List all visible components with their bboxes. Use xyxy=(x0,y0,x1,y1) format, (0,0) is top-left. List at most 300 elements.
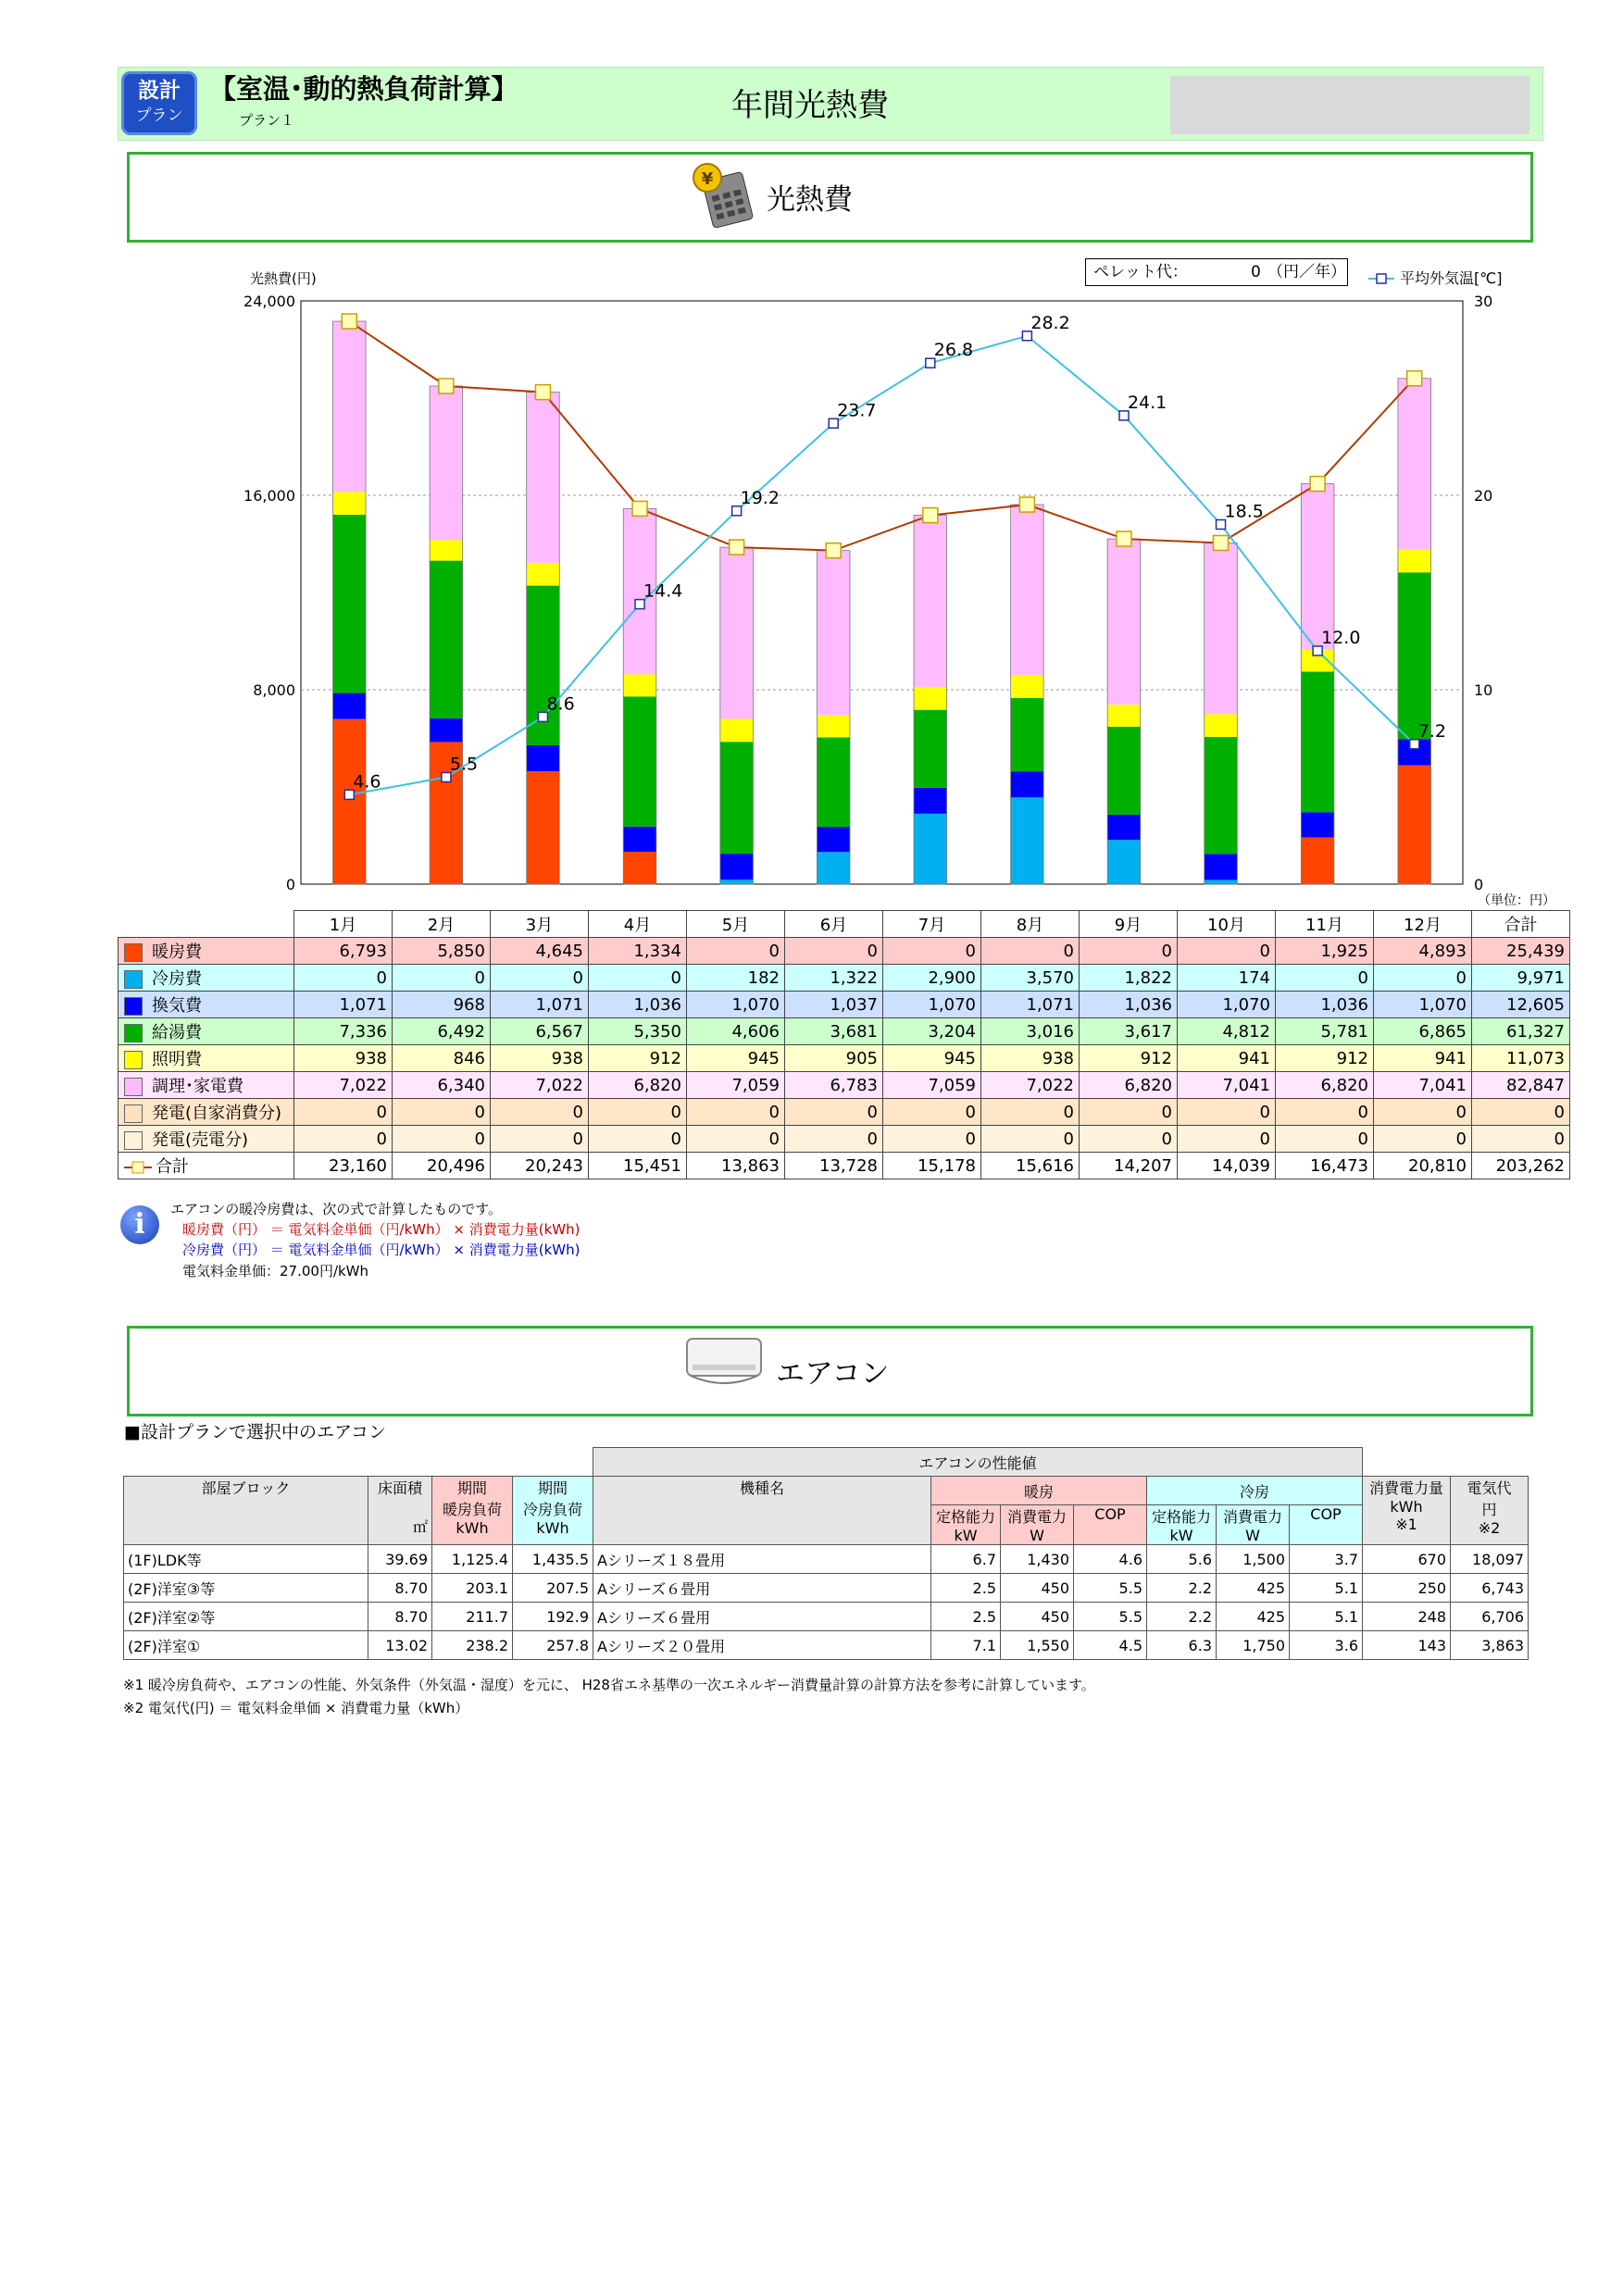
cost-cell: 20,243 xyxy=(491,1153,589,1179)
aircon-cell-cost: 6,706 xyxy=(1451,1603,1529,1631)
note-line1: エアコンの暖冷房費は、次の式で計算したものです。 xyxy=(170,1201,503,1217)
cost-cell: 0 xyxy=(1080,1099,1178,1126)
bar-segment xyxy=(333,693,367,719)
cost-cell: 846 xyxy=(393,1045,491,1072)
aircon-cell-cload: 192.9 xyxy=(513,1603,593,1631)
cost-cell: 1,071 xyxy=(491,992,589,1018)
aircon-row xyxy=(124,1545,1529,1574)
legend-swatch xyxy=(124,970,143,989)
aircon-cell-cpow: 425 xyxy=(1217,1603,1290,1631)
bar-segment xyxy=(914,710,947,788)
row-label-text: 発電(自家消費分) xyxy=(152,1104,282,1123)
y-tick-label: 24,000 xyxy=(243,293,295,310)
y-tick-label: 16,000 xyxy=(243,487,295,505)
col-heat-pow-unit: W xyxy=(1030,1527,1044,1544)
month-header: 7月 xyxy=(883,911,981,938)
row-label xyxy=(119,965,294,992)
aircon-cell-cpow: 425 xyxy=(1217,1574,1290,1603)
total-marker xyxy=(1117,531,1131,546)
temp-legend-label: 平均外気温[℃] xyxy=(1400,269,1503,287)
cost-cell: 6,340 xyxy=(393,1072,491,1099)
total-marker xyxy=(826,543,841,558)
aircon-cell-ccop: 5.1 xyxy=(1290,1574,1363,1603)
bar-segment xyxy=(720,880,754,884)
aircon-subtitle: ■設計プランで選択中のエアコン xyxy=(124,1422,387,1442)
cost-cell: 4,606 xyxy=(687,1018,785,1045)
col-heat-cop: COP xyxy=(1074,1505,1147,1545)
cost-cell: 5,350 xyxy=(589,1018,687,1045)
perf-header: エアコンの性能値 xyxy=(593,1448,1363,1477)
bar-segment xyxy=(1011,771,1044,797)
bar-segment xyxy=(430,540,463,560)
col-area-label: 床面積 xyxy=(377,1479,422,1497)
row-label-text: 換気費 xyxy=(152,996,202,1016)
bar-segment xyxy=(1398,550,1431,573)
col-area xyxy=(368,1477,432,1545)
cost-cell: 3,016 xyxy=(981,1018,1080,1045)
bar-segment xyxy=(1205,854,1238,880)
aircon-cell-energy: 143 xyxy=(1363,1631,1451,1660)
cost-cell: 6,820 xyxy=(589,1072,687,1099)
aircon-cell-hload: 211.7 xyxy=(432,1603,513,1631)
cost-cell: 0 xyxy=(491,965,589,992)
temp-data-label: 12.0 xyxy=(1321,628,1361,648)
col-cool-cap xyxy=(1147,1505,1217,1545)
cost-cell: 0 xyxy=(981,1126,1080,1153)
cost-cell: 3,681 xyxy=(785,1018,883,1045)
cost-cell: 0 xyxy=(1374,1126,1472,1153)
cost-cell: 7,041 xyxy=(1178,1072,1276,1099)
cost-cell: 938 xyxy=(491,1045,589,1072)
temp-data-label: 23.7 xyxy=(837,400,877,421)
aircon-cell-ccap: 2.2 xyxy=(1147,1574,1217,1603)
cost-cell: 0 xyxy=(1080,1126,1178,1153)
cost-cell: 4,812 xyxy=(1178,1018,1276,1045)
cost-cell: 1,036 xyxy=(1080,992,1178,1018)
bar-segment xyxy=(1107,539,1141,705)
note-line2: 暖房費（円） ＝ 電気料金単価（円/kWh） × 消費電力量(kWh) xyxy=(182,1221,581,1238)
cost-cell: 1,037 xyxy=(785,992,883,1018)
col-cool-pow-unit: W xyxy=(1245,1527,1260,1544)
cost-cell: 6,793 xyxy=(294,938,393,965)
aircon-cell-cload: 207.5 xyxy=(513,1574,593,1603)
aircon-cell-energy: 248 xyxy=(1363,1603,1451,1631)
cost-cell: 182 xyxy=(687,965,785,992)
y2-tick-label: 0 xyxy=(1474,876,1484,893)
total-marker xyxy=(1019,497,1034,512)
row-label xyxy=(119,992,294,1018)
bar-segment xyxy=(914,687,947,710)
temp-data-label: 8.6 xyxy=(546,693,575,715)
cost-cell: 1,334 xyxy=(589,938,687,965)
row-label xyxy=(119,1126,294,1153)
total-marker xyxy=(923,508,938,523)
cool-header: 冷房 xyxy=(1147,1477,1363,1505)
bar-segment xyxy=(1398,572,1431,739)
bar-segment xyxy=(527,393,560,563)
cost-cell: 1,071 xyxy=(981,992,1080,1018)
total-marker xyxy=(730,540,744,555)
col-heatload-unit: kWh xyxy=(456,1519,489,1537)
bar-segment xyxy=(720,742,754,854)
col-heat-pow xyxy=(1001,1505,1074,1545)
bar-segment xyxy=(333,321,367,492)
total-marker xyxy=(1310,477,1325,492)
bar-segment xyxy=(430,718,463,742)
legend-swatch xyxy=(124,997,143,1016)
cost-cell: 0 xyxy=(393,1099,491,1126)
col-energy-label: 消費電力量 kWh xyxy=(1368,1479,1443,1516)
cost-cell: 938 xyxy=(294,1045,393,1072)
cost-cell: 912 xyxy=(589,1045,687,1072)
bar-segment xyxy=(623,696,656,826)
aircon-cell-ccop: 5.1 xyxy=(1290,1603,1363,1631)
cost-cell: 912 xyxy=(1276,1045,1374,1072)
cost-cell: 16,473 xyxy=(1276,1153,1374,1179)
bar-segment xyxy=(333,719,367,884)
cost-cell: 0 xyxy=(589,1099,687,1126)
bar-segment xyxy=(1011,698,1044,771)
cost-cell: 1,036 xyxy=(1276,992,1374,1018)
aircon-cell-room: (2F)洋室③等 xyxy=(124,1574,368,1603)
total-marker xyxy=(1407,371,1422,386)
cost-cell: 0 xyxy=(883,938,981,965)
annual-cost-chart xyxy=(0,0,1623,917)
cost-cell: 5,781 xyxy=(1276,1018,1374,1045)
col-cool-pow-label: 消費電力 xyxy=(1222,1508,1282,1526)
aircon-cell-hcap: 2.5 xyxy=(931,1574,1001,1603)
row-label-text: 合計 xyxy=(156,1157,189,1177)
report-title: 【室温･動的熱負荷計算】 xyxy=(209,73,518,105)
aircon-row xyxy=(124,1631,1529,1660)
section-aircon-title: エアコン xyxy=(776,1357,890,1391)
cost-cell: 0 xyxy=(981,1099,1080,1126)
aircon-table xyxy=(123,1447,1529,1660)
bar-segment xyxy=(914,516,947,687)
unit-note: （単位：円） xyxy=(1478,893,1555,908)
month-header: 1月 xyxy=(294,911,393,938)
cost-cell: 15,616 xyxy=(981,1153,1080,1179)
info-icon: i xyxy=(120,1205,159,1244)
cost-cell: 1,070 xyxy=(883,992,981,1018)
col-cost-label: 電気代 円 xyxy=(1467,1479,1512,1518)
pellet-label: ペレット代： xyxy=(1093,263,1188,281)
cost-cell: 61,327 xyxy=(1472,1018,1570,1045)
aircon-cell-cost: 3,863 xyxy=(1451,1631,1529,1660)
bar-segment xyxy=(623,852,656,884)
bar-segment xyxy=(430,386,463,540)
cost-cell: 174 xyxy=(1178,965,1276,992)
aircon-cell-cost: 6,743 xyxy=(1451,1574,1529,1603)
cost-cell: 0 xyxy=(1472,1126,1570,1153)
col-heat-cap-unit: kW xyxy=(954,1527,978,1544)
y-axis-label: 光熱費(円) xyxy=(250,270,317,287)
bar-segment xyxy=(720,547,754,718)
cost-cell: 6,567 xyxy=(491,1018,589,1045)
cost-row xyxy=(119,1018,1570,1045)
cost-cell: 5,850 xyxy=(393,938,491,965)
temp-data-label: 24.1 xyxy=(1127,392,1167,413)
aircon-cell-ccap: 5.6 xyxy=(1147,1545,1217,1574)
aircon-cell-room: (2F)洋室① xyxy=(124,1631,368,1660)
col-model: 機種名 xyxy=(593,1477,931,1545)
total-marker xyxy=(535,385,550,400)
bar-segment xyxy=(1107,705,1141,727)
month-header: 10月 xyxy=(1178,911,1276,938)
cost-cell: 20,496 xyxy=(393,1153,491,1179)
legend-swatch xyxy=(124,1078,143,1096)
temp-data-label: 7.2 xyxy=(1417,720,1446,742)
bar-segment xyxy=(1398,379,1431,550)
cost-row xyxy=(119,1072,1570,1099)
total-marker xyxy=(1214,535,1229,550)
cost-cell: 3,204 xyxy=(883,1018,981,1045)
bar-segment xyxy=(333,492,367,515)
cost-cell: 7,336 xyxy=(294,1018,393,1045)
aircon-row xyxy=(124,1603,1529,1631)
col-cool-cap-label: 定格能力 xyxy=(1151,1508,1211,1526)
aircon-cell-hcop: 5.5 xyxy=(1074,1603,1147,1631)
bar-segment xyxy=(333,515,367,693)
cost-cell: 1,036 xyxy=(589,992,687,1018)
cost-cell: 0 xyxy=(883,1126,981,1153)
row-label-text: 暖房費 xyxy=(152,942,202,962)
bar-segment xyxy=(817,716,850,738)
month-header: 5月 xyxy=(687,911,785,938)
aircon-cell-hcop: 4.6 xyxy=(1074,1545,1147,1574)
aircon-cell-room: (1F)LDK等 xyxy=(124,1545,368,1574)
aircon-notes xyxy=(123,1674,1095,1720)
cost-cell: 0 xyxy=(687,1099,785,1126)
cost-cell: 0 xyxy=(1472,1099,1570,1126)
bar-segment xyxy=(1301,484,1334,650)
cost-row xyxy=(119,938,1570,965)
cost-cell: 0 xyxy=(1374,965,1472,992)
col-cool-cap-unit: kW xyxy=(1169,1527,1193,1544)
aircon-cell-ccop: 3.7 xyxy=(1290,1545,1363,1574)
row-label-text: 冷房費 xyxy=(152,969,202,989)
cost-cell: 945 xyxy=(883,1045,981,1072)
cost-cell: 941 xyxy=(1178,1045,1276,1072)
cost-cell: 0 xyxy=(491,1126,589,1153)
y-tick-label: 8,000 xyxy=(253,681,295,699)
legend-swatch xyxy=(124,943,143,962)
temp-data-label: 28.2 xyxy=(1030,312,1070,333)
y2-tick-label: 10 xyxy=(1474,681,1493,699)
aircon-cell-room: (2F)洋室②等 xyxy=(124,1603,368,1631)
cost-cell: 6,820 xyxy=(1080,1072,1178,1099)
cost-cell: 1,822 xyxy=(1080,965,1178,992)
cost-cell: 0 xyxy=(1276,1099,1374,1126)
bar-segment xyxy=(1301,672,1334,813)
row-label xyxy=(119,1072,294,1099)
legend-swatch xyxy=(124,1024,143,1042)
col-cool-pow xyxy=(1217,1505,1290,1545)
bar-segment xyxy=(623,827,656,852)
col-heat-cap xyxy=(931,1505,1001,1545)
bar-segment xyxy=(1301,837,1334,884)
temp-data-label: 26.8 xyxy=(933,340,974,361)
temp-data-label: 19.2 xyxy=(740,487,780,508)
cost-cell: 0 xyxy=(883,1099,981,1126)
cost-cell: 7,041 xyxy=(1374,1072,1472,1099)
cost-cell: 1,322 xyxy=(785,965,883,992)
total-legend-icon xyxy=(124,1159,152,1176)
col-coolload xyxy=(513,1477,593,1545)
bar-segment xyxy=(720,718,754,742)
badge-line2: プラン xyxy=(135,106,183,125)
row-label-text: 発電(売電分) xyxy=(152,1130,249,1150)
month-header: 11月 xyxy=(1276,911,1374,938)
heat-header: 暖房 xyxy=(931,1477,1147,1505)
cost-cell: 1,925 xyxy=(1276,938,1374,965)
legend-swatch xyxy=(124,1104,143,1123)
bar-segment xyxy=(527,563,560,586)
cost-cell: 12,605 xyxy=(1472,992,1570,1018)
cost-cell: 0 xyxy=(393,965,491,992)
pellet-unit: （円／年） xyxy=(1267,263,1346,281)
month-header: 9月 xyxy=(1080,911,1178,938)
y2-tick-label: 20 xyxy=(1474,487,1493,505)
row-label-text: 照明費 xyxy=(152,1050,202,1069)
row-label xyxy=(119,1099,294,1126)
bar-segment xyxy=(1301,812,1334,837)
cost-cell: 7,059 xyxy=(687,1072,785,1099)
note-line4: 電気料金単価：27.00円/kWh xyxy=(182,1263,369,1279)
cost-cell: 1,070 xyxy=(687,992,785,1018)
bar-segment xyxy=(817,551,850,716)
pellet-value: 0 xyxy=(1251,263,1261,281)
corner-cell xyxy=(119,911,294,938)
cost-cell: 14,207 xyxy=(1080,1153,1178,1179)
cost-cell: 0 xyxy=(1178,938,1276,965)
cost-cell: 0 xyxy=(589,1126,687,1153)
aircon-cell-cload: 257.8 xyxy=(513,1631,593,1660)
month-header: 4月 xyxy=(589,911,687,938)
temp-data-label: 5.5 xyxy=(449,754,479,775)
cost-cell: 0 xyxy=(687,938,785,965)
bar-segment xyxy=(527,745,560,771)
col-energy-note: ※1 xyxy=(1395,1516,1417,1533)
temp-data-label: 4.6 xyxy=(353,771,381,792)
cost-cell: 938 xyxy=(981,1045,1080,1072)
cost-cell: 3,617 xyxy=(1080,1018,1178,1045)
bar-segment xyxy=(1107,815,1141,840)
cost-cell: 6,865 xyxy=(1374,1018,1472,1045)
aircon-cell-hload: 203.1 xyxy=(432,1574,513,1603)
bar-segment xyxy=(623,674,656,696)
col-energy xyxy=(1363,1477,1451,1545)
col-heat-pow-label: 消費電力 xyxy=(1006,1508,1067,1526)
col-coolload-unit: kWh xyxy=(536,1519,569,1537)
aircon-cell-hcap: 6.7 xyxy=(931,1545,1001,1574)
cost-cell: 6,820 xyxy=(1276,1072,1374,1099)
aircon-cell-model: Aシリーズ１８畳用 xyxy=(593,1545,931,1574)
cost-cell: 0 xyxy=(981,938,1080,965)
aircon-cell-hpow: 450 xyxy=(1001,1603,1074,1631)
cost-cell: 14,039 xyxy=(1178,1153,1276,1179)
col-area-unit: ㎡ xyxy=(412,1518,428,1536)
cost-cell: 0 xyxy=(491,1099,589,1126)
temp-legend-marker xyxy=(1377,274,1386,283)
month-header: 8月 xyxy=(981,911,1080,938)
cost-cell: 20,810 xyxy=(1374,1153,1472,1179)
cost-cell: 25,439 xyxy=(1472,938,1570,965)
note-line3: 冷房費（円） ＝ 電気料金単価（円/kWh） × 消費電力量(kWh) xyxy=(182,1242,581,1258)
cost-cell: 9,971 xyxy=(1472,965,1570,992)
col-heatload-label: 期間 暖房負荷 xyxy=(442,1479,502,1518)
row-label xyxy=(119,1045,294,1072)
aircon-cell-hpow: 1,550 xyxy=(1001,1631,1074,1660)
cost-cell: 23,160 xyxy=(294,1153,393,1179)
row-label-text: 給湯費 xyxy=(152,1023,202,1042)
aircon-cell-area: 13.02 xyxy=(368,1631,432,1660)
cost-cell: 13,728 xyxy=(785,1153,883,1179)
cost-cell: 968 xyxy=(393,992,491,1018)
aircon-cell-hcap: 7.1 xyxy=(931,1631,1001,1660)
total-header: 合計 xyxy=(1472,911,1570,938)
month-header: 2月 xyxy=(393,911,491,938)
bar-segment xyxy=(914,788,947,814)
cost-cell: 3,570 xyxy=(981,965,1080,992)
month-header: 3月 xyxy=(491,911,589,938)
svg-text:¥: ¥ xyxy=(701,169,714,189)
aircon-cell-model: Aシリーズ２０畳用 xyxy=(593,1631,931,1660)
cost-cell: 0 xyxy=(589,965,687,992)
bar-segment xyxy=(1011,505,1044,675)
aircon-cell-model: Aシリーズ６畳用 xyxy=(593,1603,931,1631)
cost-cell: 6,783 xyxy=(785,1072,883,1099)
cost-row xyxy=(119,965,1570,992)
cost-cell: 0 xyxy=(785,1099,883,1126)
col-coolload-label: 期間 冷房負荷 xyxy=(522,1479,582,1518)
aircon-cell-ccap: 6.3 xyxy=(1147,1631,1217,1660)
y-tick-label: 0 xyxy=(285,876,295,893)
bar-segment xyxy=(817,737,850,827)
cost-cell: 1,071 xyxy=(294,992,393,1018)
bar-segment xyxy=(720,854,754,880)
row-label xyxy=(119,1153,294,1179)
legend-swatch xyxy=(124,1051,143,1069)
temp-data-label: 14.4 xyxy=(643,580,683,602)
row-label-text: 調理･家電費 xyxy=(152,1077,243,1096)
aircon-cell-model: Aシリーズ６畳用 xyxy=(593,1574,931,1603)
aircon-cell-area: 8.70 xyxy=(368,1574,432,1603)
cost-row xyxy=(119,1045,1570,1072)
cost-cell: 0 xyxy=(1374,1099,1472,1126)
cost-cell: 7,022 xyxy=(981,1072,1080,1099)
cost-cell: 7,022 xyxy=(294,1072,393,1099)
cost-row xyxy=(119,992,1570,1018)
total-marker xyxy=(632,501,647,516)
cost-cell: 0 xyxy=(785,938,883,965)
aircon-cell-cpow: 1,750 xyxy=(1217,1631,1290,1660)
cost-cell: 6,492 xyxy=(393,1018,491,1045)
temp-legend xyxy=(1368,269,1502,287)
bar-segment xyxy=(914,814,947,884)
aircon-cell-hload: 238.2 xyxy=(432,1631,513,1660)
aircon-cell-ccop: 3.6 xyxy=(1290,1631,1363,1660)
cost-cell: 1,070 xyxy=(1374,992,1472,1018)
aircon-note2: ※2 電気代(円) ＝ 電気料金単価 × 消費電力量（kWh） xyxy=(123,1700,469,1716)
cost-cell: 4,893 xyxy=(1374,938,1472,965)
bar-segment xyxy=(1107,727,1141,815)
cost-cell: 0 xyxy=(1178,1099,1276,1126)
row-label xyxy=(119,938,294,965)
aircon-cell-hcop: 4.5 xyxy=(1074,1631,1147,1660)
temp-data-label: 18.5 xyxy=(1224,501,1264,522)
bar-segment xyxy=(817,827,850,852)
